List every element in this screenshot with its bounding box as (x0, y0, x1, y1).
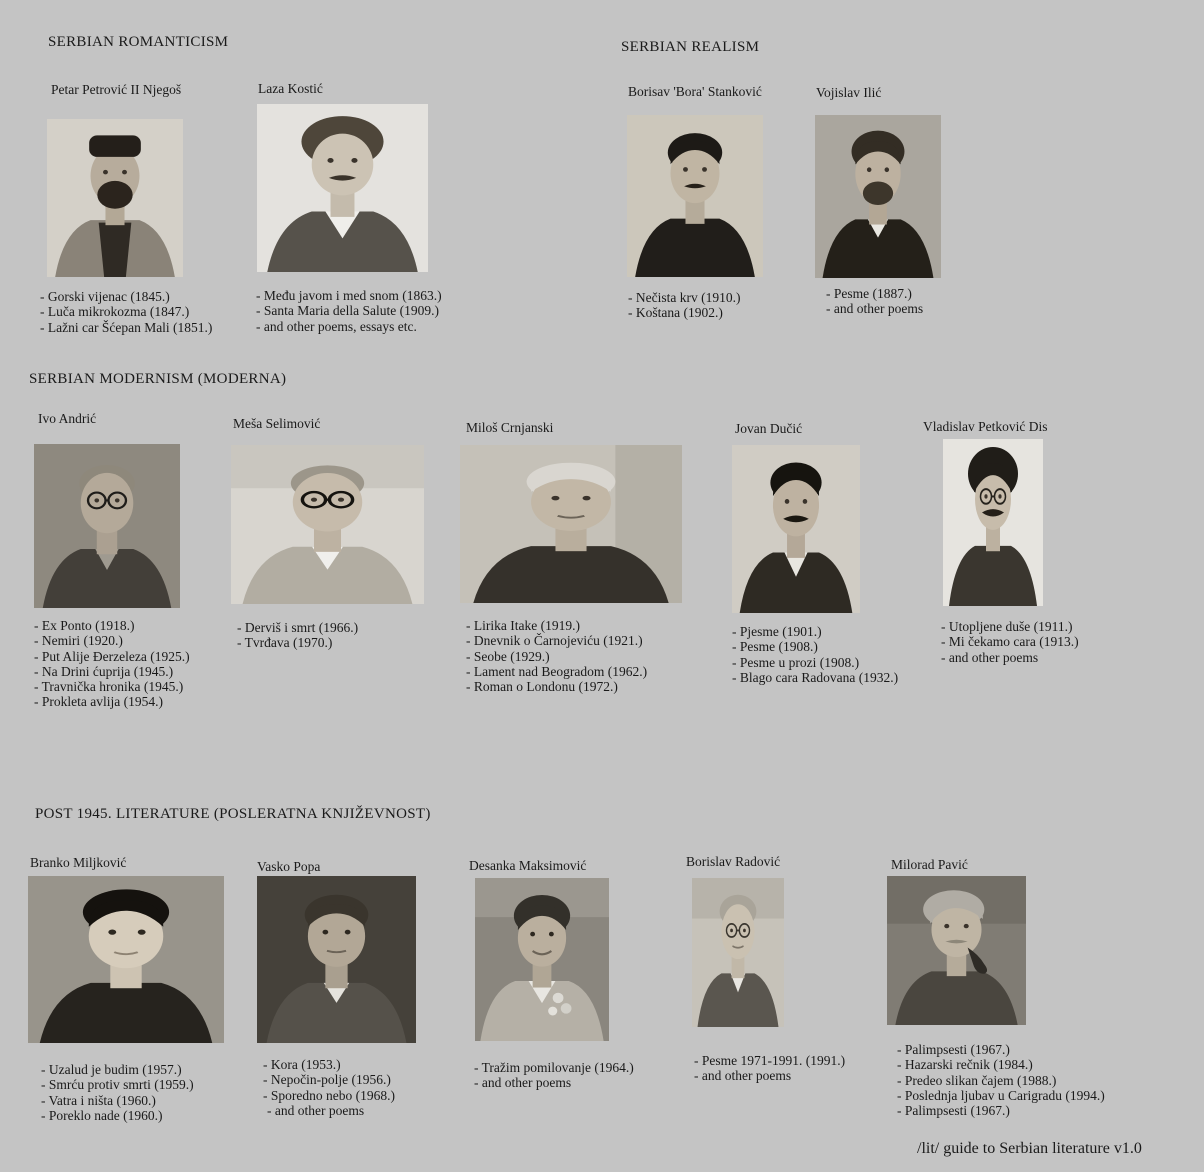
portrait-photo-borisav-stankovic (627, 115, 763, 277)
section-title-realism: SERBIAN REALISM (621, 39, 760, 55)
work-item: - Poslednja ljubav u Carigradu (1994.) (897, 1087, 1105, 1103)
work-item: - Roman o Londonu (1972.) (466, 679, 618, 695)
work-item: - Pesme 1971-1991. (1991.) (694, 1053, 846, 1068)
work-item: - Ex Ponto (1918.) (34, 618, 135, 633)
work-item: - Seobe (1929.) (466, 648, 550, 664)
portrait-photo-ivo-andric (34, 444, 180, 608)
portrait-photo-vasko-popa (257, 876, 416, 1043)
portrait-photo-vladislav-petkovic-dis (943, 439, 1043, 606)
section-title-post-1945: POST 1945. LITERATURE (POSLERATNA KNJIŽEVNOST) (35, 806, 431, 822)
author-name-vladislav-petkovic-dis: Vladislav Petković Dis (923, 419, 1048, 434)
work-item: - Prokleta avlija (1954.) (34, 694, 163, 710)
works-list-milos-crnjanski (466, 618, 647, 694)
work-item: - Travnička hronika (1945.) (34, 679, 184, 695)
work-item: - Derviš i smrt (1966.) (237, 620, 359, 635)
work-item: - Pjesme (1901.) (732, 624, 822, 639)
portrait-photo-milorad-pavic (887, 876, 1026, 1025)
work-item: - Pesme (1887.) (826, 286, 912, 301)
work-item: - Lirika Itake (1919.) (466, 618, 580, 633)
author-name-milos-crnjanski: Miloš Crnjanski (466, 420, 554, 435)
work-item: - Palimpsesti (1967.) (897, 1103, 1010, 1119)
works-list-branko-miljkovic (41, 1062, 194, 1123)
author-name-laza-kostic: Laza Kostić (258, 81, 323, 96)
work-item: - and other poems, essays etc. (256, 318, 417, 334)
work-item: - Palimpsesti (1967.) (897, 1042, 1010, 1057)
work-item: - Tvrđava (1970.) (237, 635, 333, 651)
work-item: - Lažni car Šćepan Mali (1851.) (40, 319, 213, 335)
work-item: - Nepočin-polje (1956.) (263, 1072, 391, 1088)
portrait-photo-petar-petrovic-njegos (47, 119, 183, 277)
work-item: - and other poems (941, 649, 1039, 665)
portrait-photo-laza-kostic (257, 104, 428, 272)
work-item: - Tražim pomilovanje (1964.) (474, 1060, 634, 1075)
work-item: - Hazarski rečnik (1984.) (897, 1057, 1033, 1073)
works-list-petar-petrovic-njegos (40, 289, 212, 335)
work-item: - Mi čekamo cara (1913.) (941, 634, 1079, 650)
author-name-vojislav-ilic: Vojislav Ilić (816, 85, 882, 100)
work-item: - Uzalud je budim (1957.) (41, 1062, 182, 1077)
author-name-branko-miljkovic: Branko Miljković (30, 855, 127, 870)
works-list-desanka-maksimovic (474, 1060, 634, 1091)
works-list-laza-kostic (256, 288, 442, 334)
work-item: - Luča mikrokozma (1847.) (40, 304, 190, 320)
portrait-photo-jovan-ducic (732, 445, 860, 613)
work-item: - Poreklo nade (1960.) (41, 1107, 163, 1123)
works-list-borisav-stankovic (628, 290, 740, 321)
work-item: - Nečista krv (1910.) (628, 290, 741, 305)
work-item: - Blago cara Radovana (1932.) (732, 669, 899, 685)
portrait-photo-desanka-maksimovic (475, 878, 609, 1041)
author-name-ivo-andric: Ivo Andrić (38, 411, 97, 426)
work-item: - Gorski vijenac (1845.) (40, 289, 170, 304)
portrait-photo-mesa-selimovic (231, 445, 424, 604)
work-item: - Kora (1953.) (263, 1057, 341, 1072)
work-item: - Koštana (1902.) (628, 305, 723, 321)
author-name-borisav-stankovic: Borisav 'Bora' Stanković (628, 84, 762, 99)
work-item: - Santa Maria della Salute (1909.) (256, 303, 439, 319)
work-item: - Put Alije Đerzeleza (1925.) (34, 648, 190, 664)
work-item: - Nemiri (1920.) (34, 633, 123, 649)
work-item: - Pesme u prozi (1908.) (732, 654, 860, 670)
works-list-mesa-selimovic (237, 620, 358, 651)
work-item: - Smrću protiv smrti (1959.) (41, 1077, 194, 1093)
work-item: - and other poems (826, 301, 924, 317)
work-item: - Sporedno nebo (1968.) (263, 1087, 395, 1103)
work-item: - and other poems (694, 1068, 792, 1084)
author-name-desanka-maksimovic: Desanka Maksimović (469, 858, 587, 873)
work-item: - Na Drini ćuprija (1945.) (34, 663, 174, 679)
work-item: - and other poems (267, 1102, 365, 1118)
work-item: - Predeo slikan čajem (1988.) (897, 1072, 1057, 1088)
section-title-romanticism: SERBIAN ROMANTICISM (48, 34, 229, 50)
work-item: - and other poems (474, 1075, 572, 1091)
section-title-modernism: SERBIAN MODERNISM (MODERNA) (29, 371, 287, 387)
portrait-photo-borislav-radovic (692, 878, 784, 1027)
work-item: - Pesme (1908.) (732, 639, 818, 655)
works-list-vojislav-ilic (826, 286, 923, 317)
portrait-photo-milos-crnjanski (460, 445, 682, 603)
portrait-photo-branko-miljkovic (28, 876, 224, 1043)
work-item: - Utopljene duše (1911.) (941, 619, 1073, 634)
works-list-milorad-pavic (897, 1042, 1105, 1118)
author-name-petar-petrovic-njegos: Petar Petrović II Njegoš (51, 82, 182, 97)
works-list-ivo-andric (34, 618, 190, 710)
author-name-mesa-selimovic: Meša Selimović (233, 416, 321, 431)
work-item: - Među javom i med snom (1863.) (256, 288, 442, 303)
works-list-jovan-ducic (732, 624, 898, 685)
work-item: - Vatra i ništa (1960.) (41, 1092, 156, 1108)
works-list-borislav-radovic (694, 1053, 845, 1084)
author-name-vasko-popa: Vasko Popa (257, 859, 321, 874)
portrait-photo-vojislav-ilic (815, 115, 941, 278)
guide-footer-title: /lit/ guide to Serbian literature v1.0 (917, 1140, 1142, 1157)
author-name-jovan-ducic: Jovan Dučić (735, 421, 803, 436)
author-name-milorad-pavic: Milorad Pavić (891, 857, 968, 872)
work-item: - Dnevnik o Čarnojeviću (1921.) (466, 633, 643, 649)
works-list-vladislav-petkovic-dis (941, 619, 1079, 665)
work-item: - Lament nad Beogradom (1962.) (466, 663, 648, 679)
works-list-vasko-popa (263, 1057, 395, 1118)
author-name-borislav-radovic: Borislav Radović (686, 854, 781, 869)
